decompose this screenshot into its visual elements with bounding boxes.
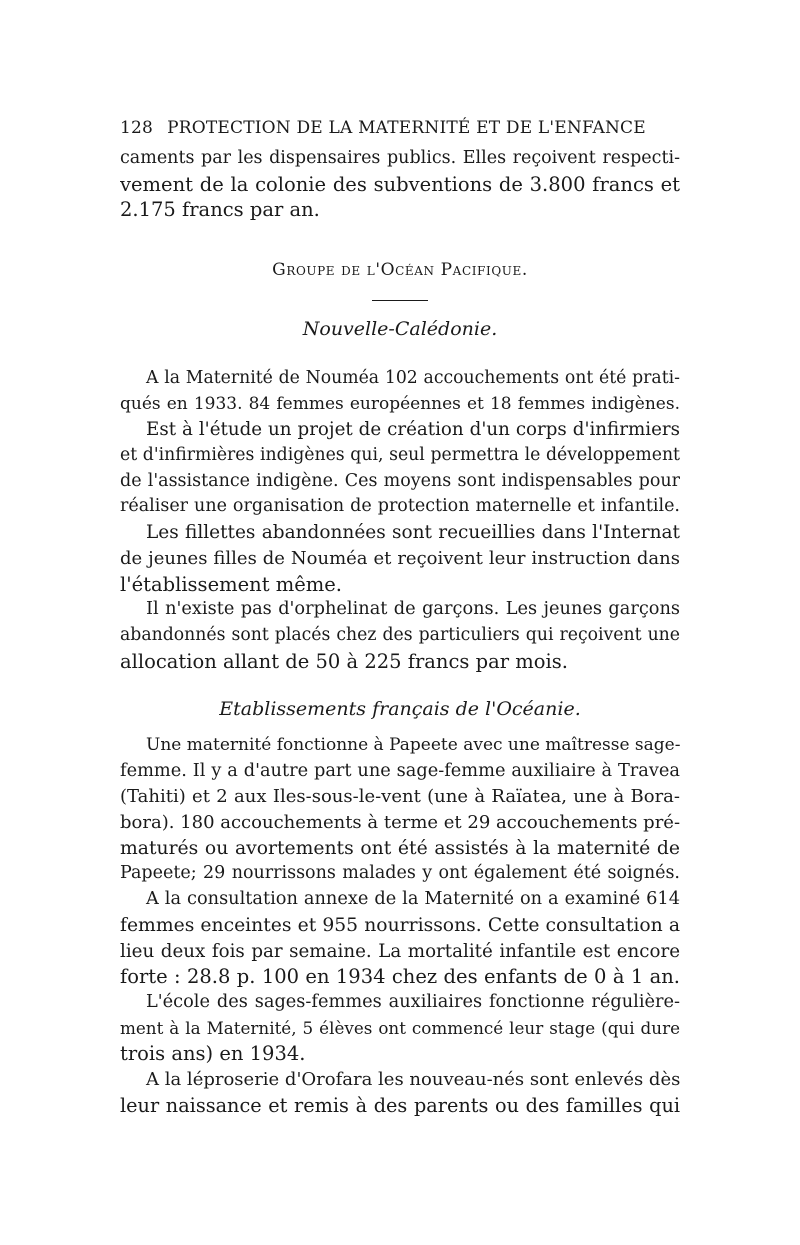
running-header bbox=[120, 118, 680, 138]
text-line: qués en 1933. 84 femmes européennes et 18 femmes indigènes. bbox=[120, 393, 680, 414]
text-line: leur naissance et remis à des parents ou des familles qui bbox=[120, 1093, 680, 1117]
text-line: (Tahiti) et 2 aux Iles-sous-le-vent (une à Raïatea, une à Bora- bbox=[120, 786, 680, 808]
text-line: 2.175 francs par an. bbox=[120, 198, 320, 222]
text-line: Une maternité fonctionne à Papeete avec une maîtresse sage- bbox=[146, 735, 680, 755]
text-line: allocation allant de 50 à 225 francs par mois. bbox=[120, 649, 568, 673]
text-line: bora). 180 accouchements à terme et 29 accouchements pré- bbox=[120, 812, 680, 834]
running-title: PROTECTION DE LA MATERNITÉ ET DE L'ENFANCE bbox=[167, 118, 646, 138]
subsection-title-efo: Etablissements français de l'Océanie. bbox=[219, 698, 581, 720]
text-line: A la consultation annexe de la Maternité on a examiné 614 bbox=[146, 889, 680, 910]
section-title-group: Groupe de l'Océan Pacifique. bbox=[272, 260, 528, 280]
text-line: abandonnés sont placés chez des particuliers qui reçoivent une bbox=[120, 624, 680, 645]
text-line: A la Maternité de Nouméa 102 accouchements ont été prati- bbox=[146, 368, 680, 388]
text-line: de jeunes filles de Nouméa et reçoivent leur instruction dans bbox=[120, 547, 680, 569]
text-line: L'école des sages-femmes auxiliaires fonctionne régulière- bbox=[146, 991, 680, 1012]
text-line: trois ans) en 1934. bbox=[120, 1042, 306, 1066]
text-line: maturés ou avortements ont été assistés à la maternité de bbox=[120, 837, 680, 859]
subsection-title-nouvelle-caledonie: Nouvelle-Calédonie. bbox=[302, 318, 498, 340]
text-line: forte : 28.8 p. 100 en 1934 chez des enfants de 0 à 1 an. bbox=[120, 965, 680, 989]
text-line: de l'assistance indigène. Ces moyens sont indispensables pour bbox=[120, 470, 680, 491]
nouvelle-caledonie-text bbox=[120, 366, 680, 674]
intro-paragraph bbox=[120, 146, 680, 223]
text-line: A la léproserie d'Orofara les nouveau-nés sont enlevés dès bbox=[146, 1068, 680, 1090]
text-line: Il n'existe pas d'orphelinat de garçons. Les jeunes garçons bbox=[146, 599, 680, 620]
text-line: et d'infirmières indigènes qui, seul permettra le développement bbox=[120, 445, 680, 466]
efo-text bbox=[120, 733, 680, 1118]
text-line: réaliser une organisation de protection maternelle et infantile. bbox=[120, 496, 680, 517]
text-line: femme. Il y a d'autre part une sage-femme auxiliaire à Travea bbox=[120, 760, 680, 781]
text-line: femmes enceintes et 955 nourrissons. Cette consultation a bbox=[120, 914, 680, 936]
text-line: vement de la colonie des subventions de 3.800 francs et bbox=[120, 172, 680, 196]
text-line: Les fillettes abandonnées sont recueillies dans l'Internat bbox=[146, 522, 680, 544]
text-line: ment à la Maternité, 5 élèves ont commencé leur stage (qui dure bbox=[120, 1017, 680, 1038]
text-line: Papeete; 29 nourrissons malades y ont également été soignés. bbox=[120, 863, 680, 884]
section-divider bbox=[372, 300, 428, 301]
text-line: Est à l'étude un projet de création d'un corps d'infirmiers bbox=[146, 419, 680, 441]
text-line: caments par les dispensaires publics. Elles reçoivent respecti- bbox=[120, 148, 680, 168]
page-number: 128 bbox=[120, 118, 154, 138]
text-line: l'établissement même. bbox=[120, 572, 342, 596]
text-line: lieu deux fois par semaine. La mortalité infantile est encore bbox=[120, 940, 680, 962]
